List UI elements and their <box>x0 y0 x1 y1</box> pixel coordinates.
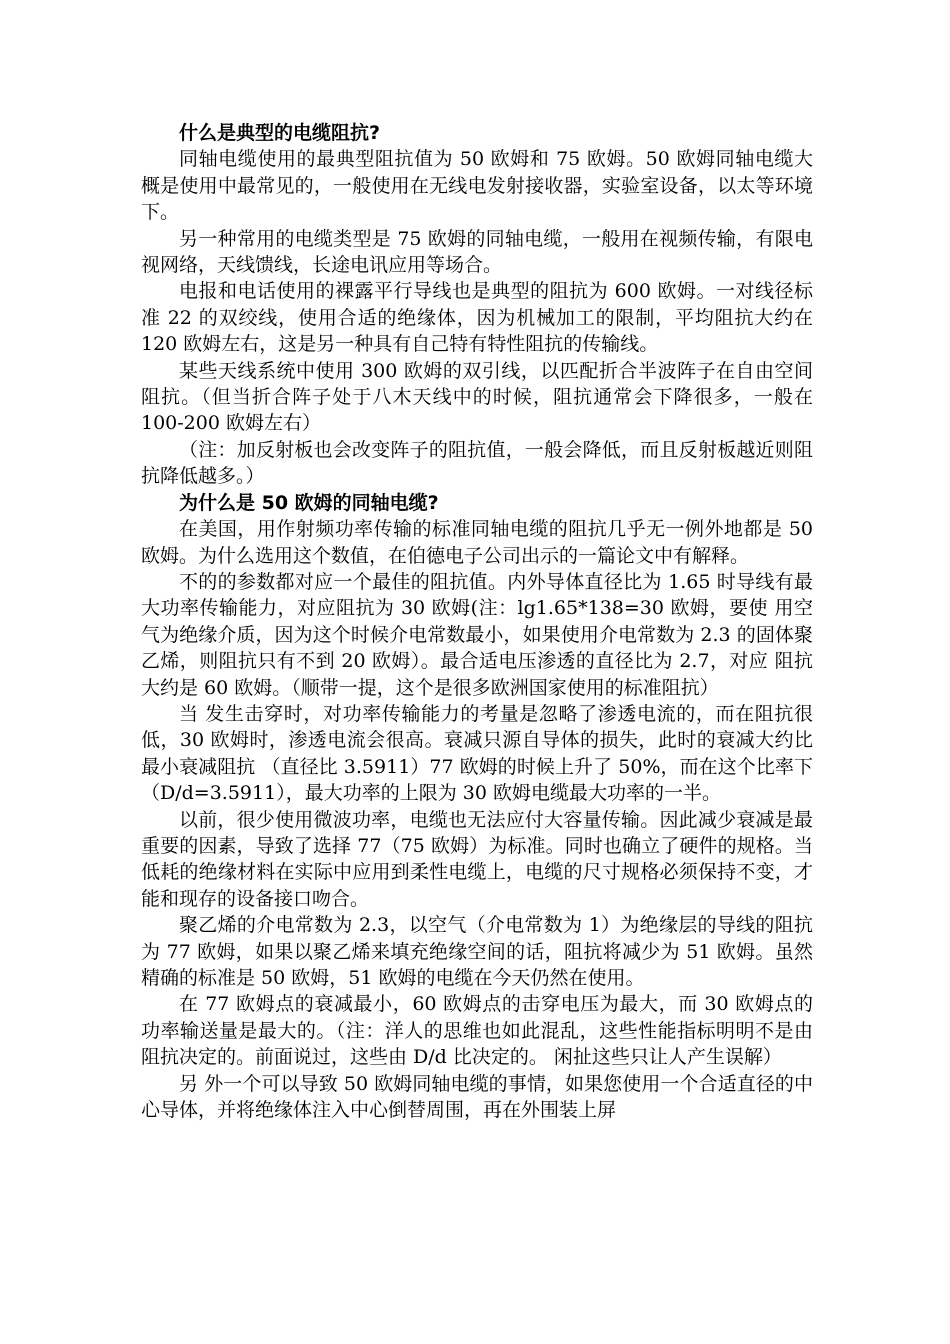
document-body <box>141 120 813 1123</box>
section-heading-typical-impedance: 什么是典型的电缆阻抗? <box>179 122 381 144</box>
paragraph: 当 发生击穿时，对功率传输能力的考量是忽略了渗透电流的，而在阻抗很低，30 欧姆时，渗透电流会很高。衰减只源自导体的损失，此时的衰减大约比最小衰减阻抗 （直径比 3.5911）77 欧姆的时候上升了 50%，而在这个比率下（D/d=3.5911），最大功率的上限为 30 欧姆电缆最大功率的一半。 <box>141 702 813 805</box>
paragraph: 同轴电缆使用的最典型阻抗值为 50 欧姆和 75 欧姆。50 欧姆同轴电缆大概是使用中最常见的，一般使用在无线电发射接收器，实验室设备，以太等环境下。 <box>141 148 813 224</box>
paragraph: 在美国，用作射频功率传输的标准同轴电缆的阻抗几乎无一例外地都是 50 欧姆。为什么选用这个数值，在伯德电子公司出示的一篇论文中有解释。 <box>141 518 813 567</box>
paragraph: 在 77 欧姆点的衰减最小，60 欧姆点的击穿电压为最大，而 30 欧姆点的功率输送量是最大的。（注：洋人的思维也如此混乱，这些性能指标明明不是由阻抗决定的。前面说过，这些由 D/d 比决定的。 闲扯这些只让人产生误解） <box>141 993 813 1069</box>
paragraph: 另一种常用的电缆类型是 75 欧姆的同轴电缆，一般用在视频传输，有限电视网络，天线馈线，长途电讯应用等场合。 <box>141 227 813 277</box>
paragraph: 聚乙烯的介电常数为 2.3，以空气（介电常数为 1）为绝缘层的导线的阻抗为 77 欧姆，如果以聚乙烯来填充绝缘空间的话，阻抗将减少为 51 欧姆。虽然精确的标准是 50 欧姆，51 欧姆的电缆在今天仍然在使用。 <box>141 914 813 989</box>
paragraph: 另 外一个可以导致 50 欧姆同轴电缆的事情，如果您使用一个合适直径的中心导体，并将绝缘体注入中心倒替周围，再在外围装上屏 <box>141 1072 813 1122</box>
paragraph-note: （注：加反射板也会改变阵子的阻抗值，一般会降低，而且反射板越近则阻抗降低越多。） <box>141 438 813 488</box>
paragraph: 电报和电话使用的裸露平行导线也是典型的阻抗为 600 欧姆。一对线径标准 22 的双绞线，使用合适的绝缘体，因为机械加工的限制，平均阻抗大约在 120 欧姆左右，这是另一种具有自己特有特性阻抗的传输线。 <box>141 280 813 356</box>
paragraph: 不的的参数都对应一个最佳的阻抗值。内外导体直径比为 1.65 时导线有最大功率传输能力，对应阻抗为 30 欧姆(注：lg1.65*138=30 欧姆，要使 用空气为绝缘介质，因为这个时候介电常数最小，如果使用介电常数为 2.3 的固体聚乙烯，则阻抗只有不到 20 欧姆）。最合适电压渗透的直径比为 2.7，对应 阻抗大约是 60 欧姆。（顺带一提，这个是很多欧洲国家使用的标准阻抗） <box>141 570 813 699</box>
paragraph: 某些天线系统中使用 300 欧姆的双引线，以匹配折合半波阵子在自由空间阻抗。（但当折合阵子处于八木天线中的时候，阻抗通常会下降很多，一般在 100-200 欧姆左右） <box>141 359 813 435</box>
paragraph: 以前，很少使用微波功率，电缆也无法应付大容量传输。因此减少衰减是最重要的因素，导致了选择 77（75 欧姆）为标准。同时也确立了硬件的规格。当低耗的绝缘材料在实际中应用到柔性电缆上，电缆的尺寸规格必须保持不变，才能和现存的设备接口吻合。 <box>141 808 813 910</box>
section-heading-why-50-ohm: 为什么是 50 欧姆的同轴电缆? <box>179 491 439 514</box>
